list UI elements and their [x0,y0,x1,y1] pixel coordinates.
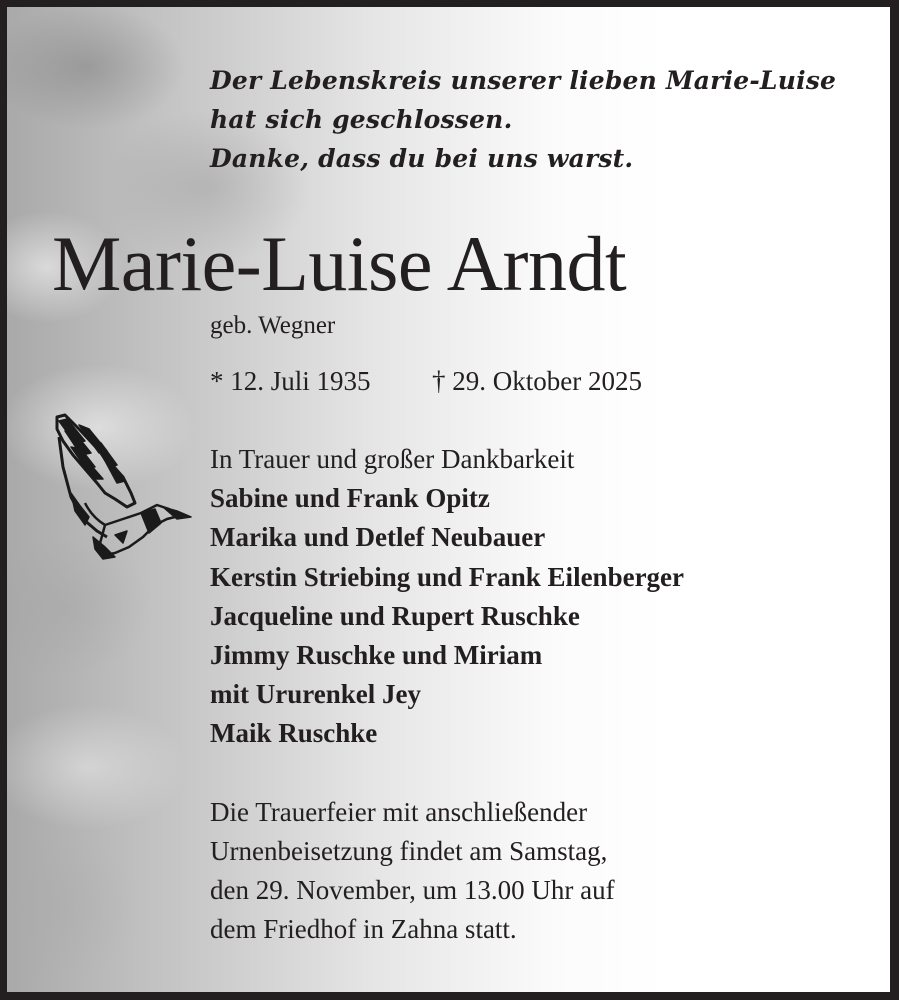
praying-hands-icon [45,407,195,567]
mourner: Kerstin Striebing und Frank Eilenberger [210,561,685,592]
mourner: Sabine und Frank Opitz [210,483,490,514]
birth-date: * 12. Juli 1935 [210,366,371,396]
mourner: Marika und Detlef Neubauer [210,522,546,553]
life-dates [210,363,642,399]
mourners-intro: In Trauer und großer Dankbarkeit [210,444,575,474]
motto-line: Der Lebenskreis unserer lieben Marie-Luise [210,66,837,95]
ceremony-line: den 29. November, um 13.00 Uhr auf [210,875,615,905]
ceremony-line: Urnenbeisetzung findet am Samstag, [210,836,608,866]
motto-verse [210,61,836,178]
mourner: mit Ururenkel Jey [210,679,421,710]
ceremony-line: dem Friedhof in Zahna statt. [210,914,517,944]
motto-line: hat sich geschlossen. [210,105,513,134]
birth-name: geb. Wegner [210,312,336,339]
ceremony-line: Die Trauerfeier mit anschließender [210,797,588,827]
obituary-notice [7,7,890,992]
death-date: † 29. Oktober 2025 [432,366,642,396]
mourners-list [210,440,684,754]
mourner: Maik Ruschke [210,718,378,749]
mourner: Jimmy Ruschke und Miriam [210,640,543,671]
deceased-name: Marie-Luise Arndt [52,220,627,307]
motto-line: Danke, dass du bei uns warst. [210,144,634,173]
ceremony-info [210,793,615,949]
mourner: Jacqueline und Rupert Ruschke [210,600,580,631]
